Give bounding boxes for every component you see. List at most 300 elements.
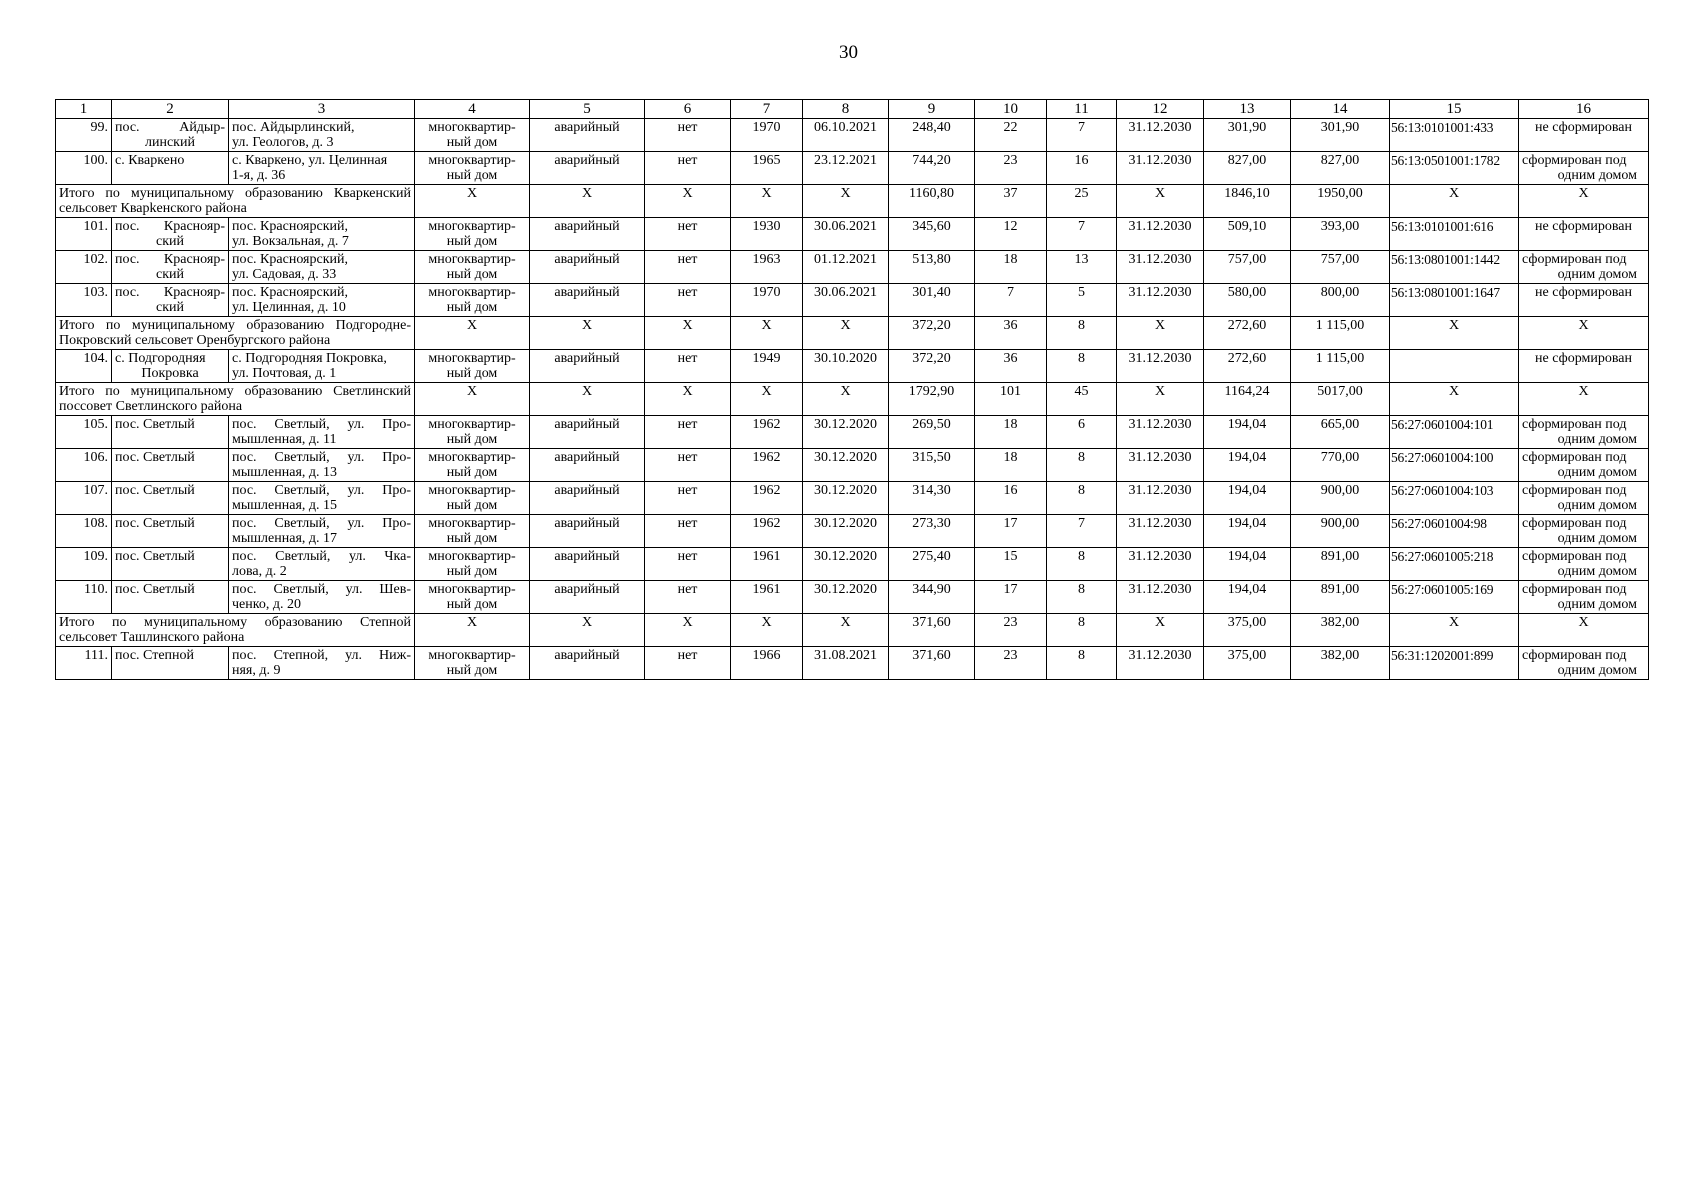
cell-status-line-1: аварийный [554,153,620,168]
cell-x12 [1117,614,1204,647]
table-row [56,515,1649,548]
cell-area-line-1: 344,90 [912,582,951,597]
cell-land-status-line-2: одним домом [1557,663,1637,678]
cell-settlement [112,515,229,548]
cell-year-line-1: 1965 [752,153,781,168]
cell-area-line-1: 371,60 [912,615,951,630]
cell-number [56,251,112,284]
table-row [56,581,1649,614]
cell-people [975,383,1047,416]
cell-x6 [645,614,731,647]
cell-v14 [1291,614,1390,647]
cell-v13 [1204,383,1291,416]
address-line-1: пос. Красноярский, [232,252,348,267]
cell-x5-line-1: X [581,318,593,333]
cell-building-type-line-1: многоквартир- [428,120,516,135]
cell-year [731,647,803,680]
cell-people-line-1: 36 [1003,318,1018,333]
cell-units [1047,284,1117,317]
cell-land-status-line-1: не сформирован [1535,285,1632,300]
cell-flag-line-1: нет [677,285,698,300]
settlement-line-2: линский [145,135,195,150]
address-line-1: пос. Степной, ул. Ниж- [232,648,411,663]
cell-flag-line-1: нет [677,582,698,597]
cell-people [975,119,1047,152]
cell-area-line-1: 273,30 [912,516,951,531]
cell-land-status-line-2: одним домом [1557,597,1637,612]
cell-number-line-1: 109. [83,549,108,564]
subtotal-label [56,614,415,647]
cell-plan-date-line-1: 31.12.2030 [1128,483,1192,498]
cell-flag-line-1: нет [677,417,698,432]
cell-x7-line-1: X [761,615,772,630]
cell-flag-line-1: нет [677,516,698,531]
cell-building-type-line-1: многоквартир- [428,450,516,465]
cell-people [975,548,1047,581]
settlement-line-1 [115,417,225,432]
cell-date-line-1: 30.06.2021 [814,219,877,234]
address-line-1: с. Подгородняя Покровка, [232,351,387,366]
cell-area [889,482,975,515]
settlement-line-2: Покровка [141,366,199,381]
cell-land-status [1519,350,1649,383]
cell-cadastral [1390,218,1519,251]
table-row [56,284,1649,317]
table-row [56,548,1649,581]
cell-v13-line-1: 194,04 [1227,549,1267,564]
cell-x6-line-1: X [682,615,693,630]
cell-status [530,119,645,152]
cell-people-line-1: 23 [1003,153,1018,168]
cell-status [530,647,645,680]
cell-units-line-1: 7 [1078,219,1085,234]
cell-number-line-1: 99. [90,120,108,135]
cell-flag-line-1: нет [677,120,698,135]
cell-flag [645,449,731,482]
cell-v14-line-1: 1 115,00 [1315,318,1365,333]
cell-v13 [1204,251,1291,284]
cell-land-status-line-1: сформирован под [1522,417,1627,432]
cell-x15 [1390,185,1519,218]
column-number-7: 7 [731,100,803,119]
cell-land-status [1519,581,1649,614]
column-number-2: 2 [112,100,229,119]
cell-status [530,350,645,383]
cell-area-line-1: 513,80 [912,252,951,267]
cell-people [975,185,1047,218]
cell-x5-line-1: X [581,615,593,630]
settlement-line-2: ский [156,267,184,282]
cell-units [1047,548,1117,581]
cell-people [975,515,1047,548]
settlement-line-1 [115,285,225,300]
cell-number-line-1: 111. [84,648,108,663]
subtotal-label [56,317,415,350]
cell-area-line-1: 371,60 [912,648,951,663]
cell-building-type-line-2: ный дом [446,564,498,579]
settlement-line-1 [115,648,225,663]
cell-units-line-1: 7 [1078,120,1085,135]
cell-flag-line-1: нет [677,450,698,465]
cell-flag-line-1: нет [677,483,698,498]
cell-v13 [1204,152,1291,185]
cell-area [889,614,975,647]
cell-land-status [1519,647,1649,680]
cell-v14 [1291,581,1390,614]
cell-number-line-1: 100. [83,153,108,168]
cell-building-type-line-2: ный дом [446,168,498,183]
cell-v13-line-1: 757,00 [1227,252,1267,267]
cell-address [229,482,415,515]
cell-people-line-1: 15 [1003,549,1018,564]
cell-v14-line-1: 665,00 [1320,417,1360,432]
settlement-line-1 [115,549,225,564]
cell-cadastral-line-1: 56:27:0601004:103 [1391,483,1494,498]
settlement-part-a: с. Подгородняя [115,351,206,366]
settlement-part-a: пос. [115,120,140,135]
subtotal-label [56,185,415,218]
cell-date [803,515,889,548]
cell-date-line-1: 30.12.2020 [814,549,877,564]
address-line-1: пос. Красноярский, [232,285,348,300]
cell-v13-line-1: 194,04 [1227,450,1267,465]
cell-plan-date-line-1: 31.12.2030 [1128,219,1192,234]
cell-units [1047,218,1117,251]
cell-land-status [1519,482,1649,515]
cell-area [889,548,975,581]
cell-land-status [1519,152,1649,185]
cell-area [889,218,975,251]
cell-address [229,581,415,614]
cell-x4-line-1: X [466,186,478,201]
cell-status-line-1: аварийный [554,648,620,663]
cell-area [889,284,975,317]
cell-x4 [415,185,530,218]
cell-date [803,218,889,251]
settlement-line-2: ский [156,234,184,249]
cell-cadastral [1390,548,1519,581]
cell-x8-line-1: X [840,615,851,630]
cell-plan-date-line-1: 31.12.2030 [1128,516,1192,531]
cell-plan-date [1117,515,1204,548]
table-row [56,647,1649,680]
cell-v13 [1204,317,1291,350]
cell-status [530,152,645,185]
cell-people-line-1: 18 [1003,450,1018,465]
subtotal-label-line-1: Итого по муниципальному образованию Степной сельсовет Ташлинского района [59,615,411,645]
cell-settlement [112,218,229,251]
cell-x15-line-1: X [1448,615,1460,630]
cell-v13 [1204,218,1291,251]
cell-area-line-1: 1792,90 [908,384,955,399]
cell-area [889,581,975,614]
cell-date [803,548,889,581]
cell-land-status [1519,416,1649,449]
cell-date-line-1: 30.10.2020 [814,351,877,366]
cell-x7-line-1: X [761,384,772,399]
cell-land-status-line-1: сформирован под [1522,582,1627,597]
cell-settlement [112,119,229,152]
cell-building-type-line-1: многоквартир- [428,252,516,267]
settlement-part-a: пос. Светлый [115,516,195,531]
cell-building-type-line-2: ный дом [446,597,498,612]
cell-v13-line-1: 1164,24 [1224,384,1270,399]
cell-x8-line-1: X [840,186,851,201]
cell-people [975,416,1047,449]
cell-v14-line-1: 827,00 [1320,153,1360,168]
cell-year-line-1: 1962 [752,516,781,531]
cell-x5 [530,185,645,218]
cell-status-line-1: аварийный [554,417,620,432]
cell-plan-date [1117,284,1204,317]
cell-cadastral-line-1: 56:13:0501001:1782 [1391,153,1500,168]
cell-x7 [731,317,803,350]
cell-units [1047,449,1117,482]
cell-x8 [803,317,889,350]
cell-x15 [1390,383,1519,416]
cell-units [1047,119,1117,152]
cell-year-line-1: 1970 [752,120,781,135]
cell-date-line-1: 23.12.2021 [814,153,877,168]
cell-date [803,284,889,317]
cell-x4 [415,317,530,350]
cell-v13 [1204,548,1291,581]
cell-x16 [1519,614,1649,647]
cell-plan-date [1117,647,1204,680]
cell-plan-date-line-1: 31.12.2030 [1128,582,1192,597]
cell-plan-date [1117,218,1204,251]
cell-date-line-1: 30.12.2020 [814,582,877,597]
cell-building-type [415,548,530,581]
subtotal-label-line-1: Итого по муниципальному образованию Подгородне-Покровский сельсовет Оренбургского района [59,318,411,348]
table-row [56,482,1649,515]
settlement-line-1 [115,450,225,465]
cell-address [229,119,415,152]
cell-x5 [530,383,645,416]
cell-area-line-1: 1160,80 [909,186,954,201]
cell-building-type-line-2: ный дом [446,531,498,546]
cell-x5 [530,614,645,647]
cell-year-line-1: 1930 [752,219,781,234]
cell-units-line-1: 5 [1078,285,1085,300]
cell-v13 [1204,581,1291,614]
address-line-2: ченко, д. 20 [232,597,301,612]
cell-v14-line-1: 393,00 [1320,219,1360,234]
cell-land-status-line-1: сформирован под [1522,648,1627,663]
cell-people-line-1: 18 [1003,252,1018,267]
address-line-2: ул. Вокзальная, д. 7 [232,234,349,249]
cell-x12 [1117,317,1204,350]
cell-address [229,515,415,548]
cell-plan-date [1117,449,1204,482]
cell-date-line-1: 30.12.2020 [814,483,877,498]
cell-cadastral-line-1: 56:13:0801001:1442 [1391,252,1500,267]
cell-v14 [1291,482,1390,515]
cell-v14-line-1: 900,00 [1320,516,1360,531]
settlement-part-a: с. Кваркено [115,153,185,168]
cell-building-type-line-1: многоквартир- [428,648,516,663]
cell-x6-line-1: X [682,186,693,201]
cell-cadastral-line-1: 56:13:0101001:433 [1391,120,1494,135]
cell-x16-line-1: X [1578,318,1589,333]
cell-x8-line-1: X [840,318,851,333]
cell-number [56,482,112,515]
cell-people [975,449,1047,482]
cell-number-line-1: 102. [83,252,108,267]
cell-v14-line-1: 1950,00 [1317,186,1363,201]
cell-number [56,218,112,251]
cell-land-status [1519,449,1649,482]
cell-status-line-1: аварийный [554,549,620,564]
cell-land-status-line-1: сформирован под [1522,450,1627,465]
cell-year-line-1: 1961 [752,549,781,564]
cell-v13-line-1: 1846,10 [1224,186,1270,201]
cell-land-status-line-1: сформирован под [1522,153,1627,168]
cell-date-line-1: 30.06.2021 [814,285,877,300]
cell-x5-line-1: X [581,186,593,201]
cell-cadastral [1390,647,1519,680]
cell-year [731,350,803,383]
cell-area [889,119,975,152]
settlement-part-b: Краснояр- [163,285,225,300]
cell-status-line-1: аварийный [554,516,620,531]
cell-flag [645,416,731,449]
cell-status-line-1: аварийный [554,351,620,366]
cell-building-type [415,449,530,482]
cell-year-line-1: 1962 [752,417,781,432]
settlement-part-a: пос. Светлый [115,450,195,465]
cell-plan-date-line-1: 31.12.2030 [1128,648,1192,663]
cell-flag [645,119,731,152]
cell-building-type-line-2: ный дом [446,234,498,249]
cell-plan-date [1117,482,1204,515]
cell-building-type [415,482,530,515]
cell-date [803,449,889,482]
cell-x12 [1117,383,1204,416]
cell-x12-line-1: X [1154,384,1166,399]
settlement-part-a: пос. Светлый [115,483,195,498]
cell-flag [645,548,731,581]
cell-building-type [415,119,530,152]
cell-cadastral [1390,449,1519,482]
address-line-1: пос. Светлый, ул. Про- [232,450,411,465]
cell-area-line-1: 315,50 [912,450,951,465]
cell-date [803,482,889,515]
cell-status-line-1: аварийный [554,219,620,234]
cell-land-status-line-2: одним домом [1557,465,1637,480]
cell-cadastral-line-1: 56:27:0601004:98 [1391,516,1487,531]
cell-x16 [1519,317,1649,350]
settlement-line-1 [115,582,225,597]
cell-cadastral [1390,350,1519,383]
cell-number [56,515,112,548]
cell-flag-line-1: нет [677,153,698,168]
cell-v14 [1291,317,1390,350]
cell-number [56,152,112,185]
cell-x15-line-1: X [1448,384,1460,399]
cell-plan-date [1117,350,1204,383]
address-line-2: мышленная, д. 17 [232,531,338,546]
cell-area [889,515,975,548]
cell-people [975,251,1047,284]
cell-cadastral-line-1: 56:27:0601005:169 [1391,582,1494,597]
cell-people [975,614,1047,647]
cell-year-line-1: 1970 [752,285,781,300]
cell-units-line-1: 25 [1074,186,1089,201]
cell-building-type [415,416,530,449]
cell-people [975,284,1047,317]
cell-units [1047,416,1117,449]
cell-year-line-1: 1966 [752,648,781,663]
cell-address [229,449,415,482]
address-line-2: мышленная, д. 15 [232,498,338,513]
cell-v13 [1204,614,1291,647]
cell-v14 [1291,449,1390,482]
cell-plan-date-line-1: 31.12.2030 [1128,351,1192,366]
cell-people-line-1: 22 [1003,120,1018,135]
cell-cadastral [1390,119,1519,152]
cell-area-line-1: 372,20 [912,351,951,366]
cell-people [975,152,1047,185]
cell-settlement [112,152,229,185]
cell-flag [645,647,731,680]
cell-people [975,482,1047,515]
cell-status [530,581,645,614]
cell-people-line-1: 36 [1003,351,1018,366]
address-line-2: ул. Геологов, д. 3 [232,135,334,150]
cell-number [56,350,112,383]
cell-number-line-1: 106. [83,450,108,465]
cell-v14 [1291,152,1390,185]
cell-date [803,251,889,284]
table-row [56,152,1649,185]
cell-plan-date-line-1: 31.12.2030 [1128,417,1192,432]
cell-cadastral-line-1: 56:27:0601004:101 [1391,417,1494,432]
cell-plan-date-line-1: 31.12.2030 [1128,153,1192,168]
cell-number [56,449,112,482]
cell-flag-line-1: нет [677,351,698,366]
cell-units-line-1: 8 [1078,648,1085,663]
cell-year-line-1: 1963 [752,252,781,267]
cell-flag-line-1: нет [677,648,698,663]
page-number: 30 [839,42,858,63]
cell-area [889,449,975,482]
cell-year [731,416,803,449]
settlement-part-a: пос. Светлый [115,549,195,564]
cell-v13-line-1: 194,04 [1227,516,1267,531]
column-number-15: 15 [1390,100,1519,119]
cell-plan-date-line-1: 31.12.2030 [1128,285,1192,300]
cell-settlement [112,449,229,482]
cell-v14-line-1: 900,00 [1320,483,1360,498]
cell-x16 [1519,383,1649,416]
cell-units [1047,383,1117,416]
cell-x7 [731,383,803,416]
cell-area [889,152,975,185]
cell-units [1047,251,1117,284]
cell-date [803,152,889,185]
cell-v14-line-1: 800,00 [1320,285,1360,300]
cell-cadastral [1390,416,1519,449]
cell-status [530,416,645,449]
cell-v14 [1291,218,1390,251]
column-number-14: 14 [1291,100,1390,119]
cell-plan-date [1117,416,1204,449]
cell-building-type-line-2: ный дом [446,300,498,315]
cell-v14-line-1: 757,00 [1320,252,1360,267]
cell-year [731,284,803,317]
cell-building-type-line-1: многоквартир- [428,417,516,432]
